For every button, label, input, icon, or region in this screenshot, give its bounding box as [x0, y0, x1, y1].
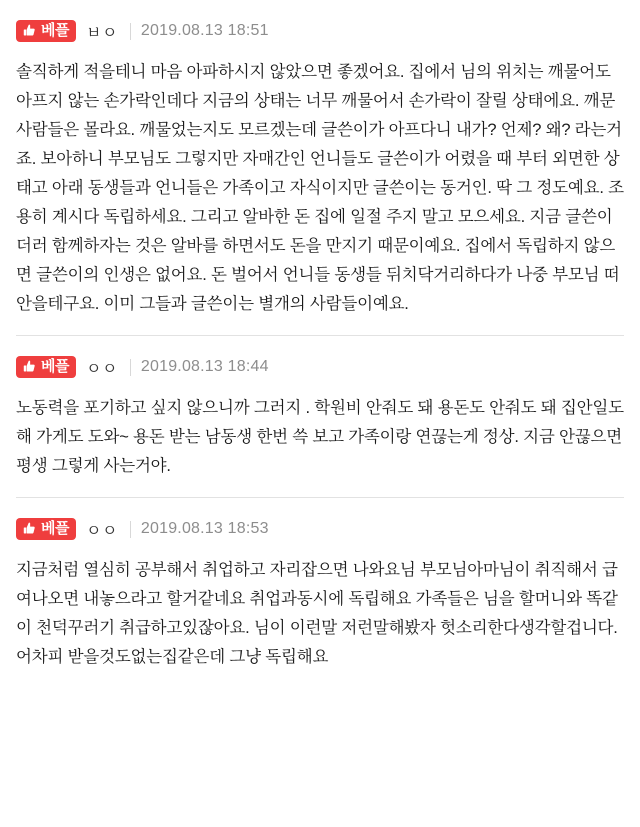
comment-author[interactable]: ㅂㅇ: [85, 24, 118, 42]
best-comment-badge: [16, 356, 76, 378]
header-divider: [130, 521, 131, 538]
thumbs-up-icon: [22, 23, 37, 38]
thumbs-up-icon: [22, 359, 37, 374]
comment-timestamp: 2019.08.13 18:44: [140, 358, 269, 375]
thumbs-up-icon: [22, 521, 37, 536]
comment-author[interactable]: ㅇㅇ: [85, 522, 118, 540]
header-divider: [130, 359, 131, 376]
comment-text: 솔직하게 적을테니 마음 아파하시지 않았으면 좋겠어요. 집에서 님의 위치는 깨물어도 아프지 않는 손가락인데다 지금의 상태는 너무 깨물어서 손가락이 잘릴 상태에요. 깨문 사람들은 몰라요. 깨물었는지도 모르겠는데 글쓴이가 아프다니 내가? 언제? 왜? 라는거죠. 보아하니 부모님도 그렇지만 자매간인 언니들도 글쓴이가 어렸을 때 부터 외면한 상태고 아래 동생들과 언니들은 가족이고 자식이지만 글쓴이는 동거인. 딱 그 정도예요. 조용히 계시다 독립하세요. 그리고 알바한 돈 집에 일절 주지 말고 모으세요. 지금 글쓴이더러 함께하자는 것은 알바를 하면서도 돈을 만지기 때문이예요. 집에서 독립하지 않으면 글쓴이의 인생은 없어요. 돈 벌어서 언니들 동생들 뒤치닥거리하다가 나중 부모님 떠안을테구요. 이미 그들과 글쓴이는 별개의 사람들이예요.: [16, 63, 624, 313]
comment-item: [0, 498, 640, 688]
best-comment-badge: [16, 20, 76, 42]
comment-timestamp: 2019.08.13 18:51: [140, 22, 269, 39]
best-comment-badge: [16, 518, 76, 540]
comment-header: [16, 0, 624, 56]
comment-item: [0, 0, 640, 335]
best-comment-badge-label: 베플: [41, 22, 69, 39]
best-comment-badge-label: 베플: [41, 520, 69, 537]
page-bottom-spacer: [0, 688, 640, 827]
comment-header: [16, 498, 624, 554]
header-divider: [130, 23, 131, 40]
comment-text: 지금처럼 열심히 공부해서 취업하고 자리잡으면 나와요님 부모님아마님이 취직해서 급여나오면 내놓으라고 할거같네요 취업과동시에 독립해요 가족들은 님을 할머니와 똑같이 천덕꾸러기 취급하고있잖아요. 님이 이런말 저런말해봤자 헛소리한다생각할겁니다. 어차피 받을것도없는집같은데 그냥 독립해요: [16, 561, 618, 666]
best-comment-badge-label: 베플: [41, 358, 69, 375]
comment-text: 노동력을 포기하고 싶지 않으니까 그러지 . 학원비 안줘도 돼 용돈도 안줘도 돼 집안일도 해 가게도 도와~ 용돈 받는 남동생 한번 쓱 보고 가족이랑 연끊는게 정상. 지금 안끊으면 평생 그렇게 사는거야.: [16, 399, 624, 475]
comment-header: [16, 336, 624, 392]
comment-item: [0, 336, 640, 497]
comment-timestamp: 2019.08.13 18:53: [140, 520, 269, 537]
comment-author[interactable]: ㅇㅇ: [85, 360, 118, 378]
